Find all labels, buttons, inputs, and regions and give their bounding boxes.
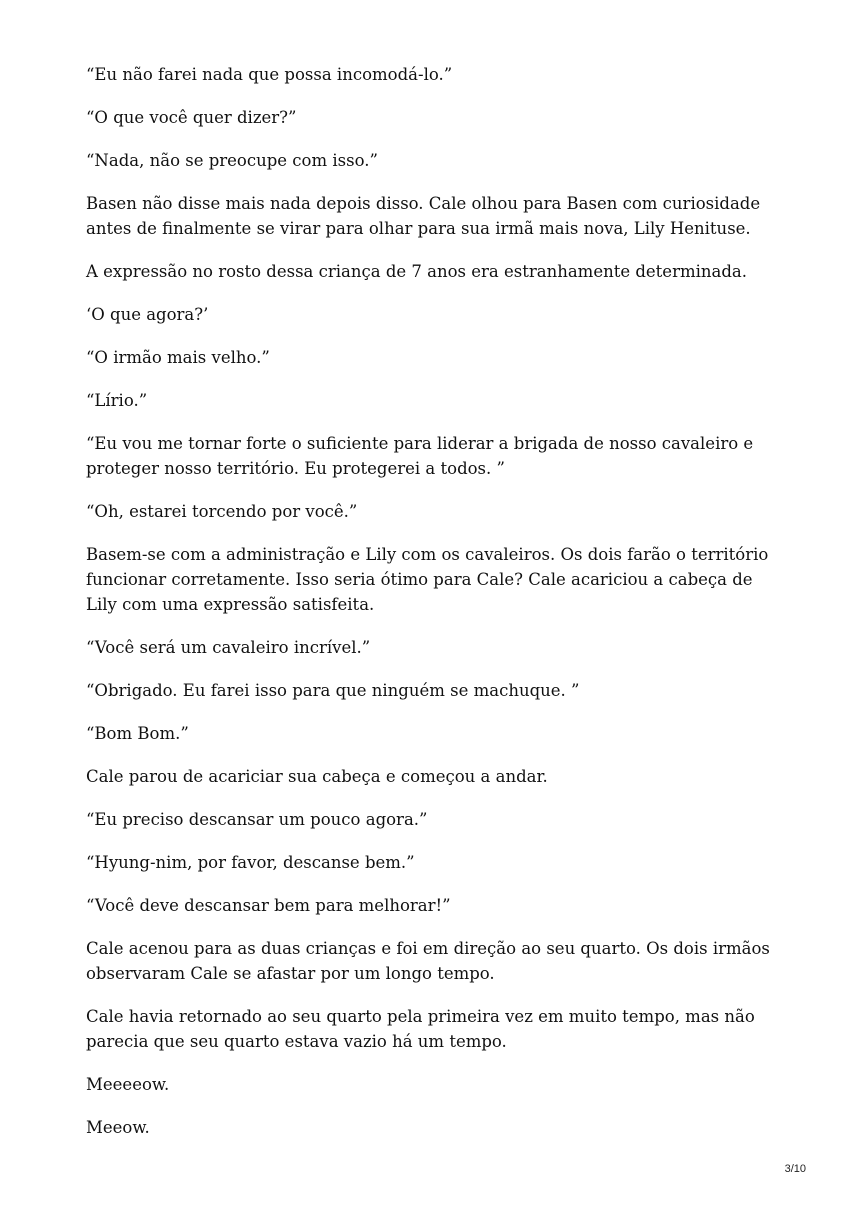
paragraph: “O que você quer dizer?”	[86, 108, 297, 127]
paragraph: “O irmão mais velho.”	[86, 348, 270, 367]
paragraph: “Eu vou me tornar forte o suficiente para liderar a brigada de nosso cavaleiro e proteger nosso território. Eu protegerei a todos. ”	[86, 434, 754, 478]
paragraph: Basem-se com a administração e Lily com os cavaleiros. Os dois farão o território funcionar corretamente. Isso seria ótimo para Cale? Cale acariciou a cabeça de Lily com uma expressão satisfeita.	[86, 545, 769, 614]
paragraph: “Oh, estarei torcendo por você.”	[86, 502, 358, 521]
paragraph: ‘O que agora?’	[86, 305, 209, 324]
page-number: 3/10	[784, 1163, 806, 1175]
paragraph: “Hyung-nim, por favor, descanse bem.”	[86, 853, 415, 872]
paragraph: A expressão no rosto dessa criança de 7 anos era estranhamente determinada.	[86, 262, 747, 281]
paragraph: Meeow.	[86, 1118, 150, 1137]
paragraph: “Eu preciso descansar um pouco agora.”	[86, 810, 428, 829]
paragraph: “Bom Bom.”	[86, 724, 189, 743]
paragraph: Cale havia retornado ao seu quarto pela primeira vez em muito tempo, mas não parecia que seu quarto estava vazio há um tempo.	[86, 1007, 755, 1051]
paragraph: Cale parou de acariciar sua cabeça e começou a andar.	[86, 767, 548, 786]
paragraph: Basen não disse mais nada depois disso. Cale olhou para Basen com curiosidade antes de finalmente se virar para olhar para sua irmã mais nova, Lily Henituse.	[86, 194, 761, 238]
paragraph: Cale acenou para as duas crianças e foi em direção ao seu quarto. Os dois irmãos observaram Cale se afastar por um longo tempo.	[86, 939, 770, 983]
paragraph: “Lírio.”	[86, 391, 148, 410]
paragraph: “Você deve descansar bem para melhorar!”	[86, 896, 451, 915]
paragraph: “Nada, não se preocupe com isso.”	[86, 151, 378, 170]
paragraph: “Você será um cavaleiro incrível.”	[86, 638, 371, 657]
paragraph: Meeeeow.	[86, 1075, 170, 1094]
page-content	[86, 62, 786, 1158]
paragraph: “Eu não farei nada que possa incomodá-lo.”	[86, 65, 453, 84]
paragraph: “Obrigado. Eu farei isso para que ninguém se machuque. ”	[86, 681, 580, 700]
